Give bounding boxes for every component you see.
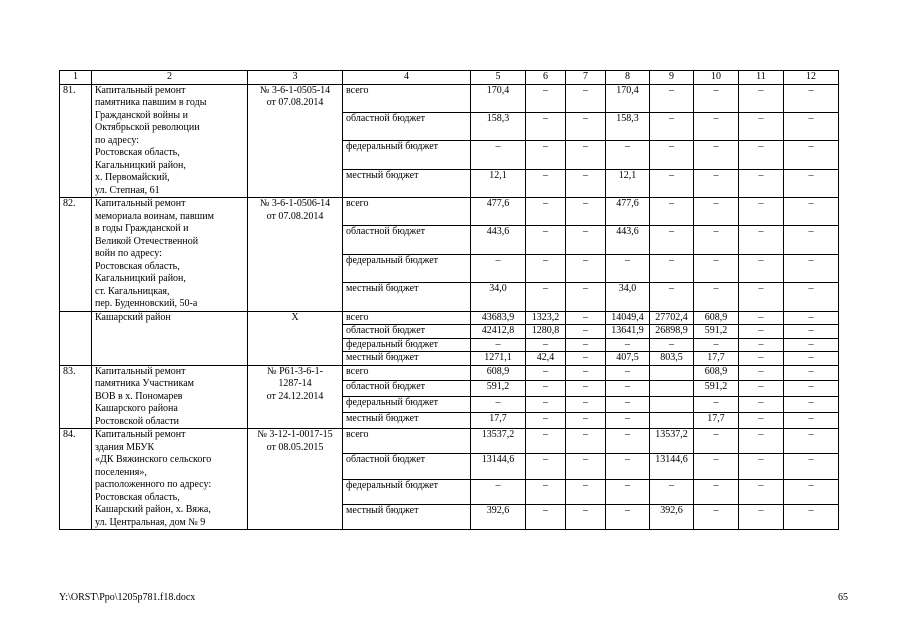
amount-cell: – xyxy=(650,84,694,112)
amount-cell: 13144,6 xyxy=(650,454,694,479)
amount-cell: 608,9 xyxy=(471,365,526,381)
amount-cell: – xyxy=(784,311,839,325)
amount-cell: 13641,9 xyxy=(606,325,650,339)
funding-source: областной бюджет xyxy=(343,454,471,479)
col-header: 1 xyxy=(60,71,92,85)
amount-cell: – xyxy=(566,283,606,311)
amount-cell: – xyxy=(739,254,784,282)
amount-cell: – xyxy=(739,325,784,339)
amount-cell: – xyxy=(784,169,839,197)
item-number: 83. xyxy=(60,365,92,429)
amount-cell: – xyxy=(526,413,566,429)
amount-cell: – xyxy=(606,254,650,282)
amount-cell: – xyxy=(650,112,694,140)
amount-cell: – xyxy=(739,338,784,352)
funding-source: федеральный бюджет xyxy=(343,338,471,352)
amount-cell: 803,5 xyxy=(650,352,694,366)
amount-cell: – xyxy=(526,429,566,454)
amount-cell: – xyxy=(526,226,566,254)
amount-cell: – xyxy=(566,311,606,325)
amount-cell: – xyxy=(650,338,694,352)
amount-cell xyxy=(650,397,694,413)
amount-cell: – xyxy=(566,141,606,169)
amount-cell: – xyxy=(784,381,839,397)
amount-cell: – xyxy=(784,504,839,529)
amount-cell: – xyxy=(650,169,694,197)
amount-cell: 608,9 xyxy=(694,365,739,381)
amount-cell: – xyxy=(784,226,839,254)
object-name: Капитальный ремонт памятника павшим в годы Гражданской войны и Октябрьской революции по адресу: Ростовская область, Кагальницкий район, х. Первомайский, ул. Степная, 61 xyxy=(92,84,248,198)
budget-table xyxy=(59,70,839,530)
col-header: 11 xyxy=(739,71,784,85)
amount-cell: – xyxy=(694,454,739,479)
col-header: 12 xyxy=(784,71,839,85)
amount-cell: – xyxy=(566,338,606,352)
amount-cell: – xyxy=(784,325,839,339)
funding-source: всего xyxy=(343,429,471,454)
funding-source: всего xyxy=(343,365,471,381)
amount-cell: – xyxy=(526,479,566,504)
amount-cell: – xyxy=(739,169,784,197)
amount-cell: – xyxy=(784,479,839,504)
amount-cell: 591,2 xyxy=(694,325,739,339)
object-name: Кашарский район xyxy=(92,311,248,365)
amount-cell: – xyxy=(694,338,739,352)
amount-cell: 1323,2 xyxy=(526,311,566,325)
col-header: 10 xyxy=(694,71,739,85)
funding-source: федеральный бюджет xyxy=(343,141,471,169)
amount-cell: – xyxy=(606,454,650,479)
amount-cell: – xyxy=(566,325,606,339)
amount-cell: – xyxy=(739,381,784,397)
amount-cell: – xyxy=(471,338,526,352)
page-number: 65 xyxy=(838,592,848,603)
amount-cell: – xyxy=(784,84,839,112)
amount-cell: – xyxy=(739,198,784,226)
amount-cell: 158,3 xyxy=(606,112,650,140)
amount-cell: – xyxy=(526,112,566,140)
amount-cell: – xyxy=(784,429,839,454)
amount-cell: – xyxy=(650,141,694,169)
table-row xyxy=(60,198,839,226)
amount-cell: – xyxy=(694,84,739,112)
amount-cell: – xyxy=(526,454,566,479)
amount-cell: 34,0 xyxy=(471,283,526,311)
amount-cell: 12,1 xyxy=(606,169,650,197)
amount-cell: – xyxy=(566,454,606,479)
funding-source: местный бюджет xyxy=(343,169,471,197)
amount-cell: 170,4 xyxy=(471,84,526,112)
amount-cell: – xyxy=(694,283,739,311)
amount-cell: 27702,4 xyxy=(650,311,694,325)
funding-source: местный бюджет xyxy=(343,504,471,529)
amount-cell: 42412,8 xyxy=(471,325,526,339)
table-row xyxy=(60,311,839,325)
amount-cell: 407,5 xyxy=(606,352,650,366)
amount-cell: – xyxy=(606,479,650,504)
amount-cell: – xyxy=(606,365,650,381)
funding-source: областной бюджет xyxy=(343,226,471,254)
amount-cell: – xyxy=(650,198,694,226)
amount-cell: – xyxy=(606,381,650,397)
amount-cell: 1271,1 xyxy=(471,352,526,366)
amount-cell: – xyxy=(606,338,650,352)
funding-source: всего xyxy=(343,84,471,112)
amount-cell: – xyxy=(739,141,784,169)
amount-cell: – xyxy=(471,397,526,413)
amount-cell: – xyxy=(526,504,566,529)
amount-cell: – xyxy=(566,365,606,381)
col-header: 3 xyxy=(248,71,343,85)
amount-cell: – xyxy=(694,397,739,413)
amount-cell: – xyxy=(694,429,739,454)
table-row xyxy=(60,365,839,381)
amount-cell: – xyxy=(739,479,784,504)
amount-cell: 1280,8 xyxy=(526,325,566,339)
amount-cell: – xyxy=(566,429,606,454)
amount-cell: – xyxy=(784,283,839,311)
amount-cell: 43683,9 xyxy=(471,311,526,325)
amount-cell: 443,6 xyxy=(606,226,650,254)
amount-cell: – xyxy=(526,365,566,381)
amount-cell: – xyxy=(650,479,694,504)
amount-cell: – xyxy=(650,226,694,254)
amount-cell: 443,6 xyxy=(471,226,526,254)
object-name: Капитальный ремонт памятника Участникам ВОВ в х. Пономарев Кашарского района Ростовской области xyxy=(92,365,248,429)
amount-cell: – xyxy=(526,141,566,169)
amount-cell: – xyxy=(739,226,784,254)
amount-cell: – xyxy=(566,226,606,254)
amount-cell: – xyxy=(784,112,839,140)
object-name: Капитальный ремонт мемориала воинам, павшим в годы Гражданской и Великой Отечественной войн по адресу: Ростовская область, Кагальницкий район, ст. Кагальницкая, пер. Буденновский, 50-а xyxy=(92,198,248,312)
funding-source: федеральный бюджет xyxy=(343,479,471,504)
amount-cell: – xyxy=(566,169,606,197)
header-row xyxy=(60,71,839,85)
amount-cell: – xyxy=(566,254,606,282)
amount-cell: – xyxy=(566,413,606,429)
amount-cell: – xyxy=(650,254,694,282)
amount-cell: 170,4 xyxy=(606,84,650,112)
amount-cell: 477,6 xyxy=(471,198,526,226)
col-header: 7 xyxy=(566,71,606,85)
amount-cell: – xyxy=(606,397,650,413)
amount-cell: – xyxy=(694,198,739,226)
amount-cell: – xyxy=(566,381,606,397)
funding-source: областной бюджет xyxy=(343,381,471,397)
file-path: Y:\ORST\Ppo\1205p781.f18.docx xyxy=(59,592,196,603)
amount-cell: – xyxy=(739,283,784,311)
amount-cell: 591,2 xyxy=(471,381,526,397)
amount-cell: – xyxy=(471,254,526,282)
amount-cell: – xyxy=(606,504,650,529)
amount-cell: 26898,9 xyxy=(650,325,694,339)
amount-cell: – xyxy=(566,84,606,112)
amount-cell: 608,9 xyxy=(694,311,739,325)
amount-cell: – xyxy=(739,311,784,325)
amount-cell: – xyxy=(739,365,784,381)
amount-cell: – xyxy=(694,141,739,169)
amount-cell: – xyxy=(694,226,739,254)
col-header: 4 xyxy=(343,71,471,85)
col-header: 5 xyxy=(471,71,526,85)
amount-cell: 17,7 xyxy=(694,352,739,366)
amount-cell: – xyxy=(739,504,784,529)
amount-cell: – xyxy=(566,112,606,140)
amount-cell: 17,7 xyxy=(471,413,526,429)
amount-cell: – xyxy=(784,365,839,381)
document-number: № 3-6-1-0505-14 от 07.08.2014 xyxy=(248,84,343,198)
item-number xyxy=(60,311,92,365)
amount-cell: – xyxy=(526,397,566,413)
amount-cell: 34,0 xyxy=(606,283,650,311)
amount-cell: – xyxy=(739,413,784,429)
amount-cell: 12,1 xyxy=(471,169,526,197)
amount-cell: – xyxy=(526,84,566,112)
amount-cell: 13144,6 xyxy=(471,454,526,479)
amount-cell: 42,4 xyxy=(526,352,566,366)
amount-cell: – xyxy=(784,141,839,169)
document-number: № 3-6-1-0506-14 от 07.08.2014 xyxy=(248,198,343,312)
amount-cell: 13537,2 xyxy=(471,429,526,454)
funding-source: всего xyxy=(343,311,471,325)
amount-cell: – xyxy=(739,429,784,454)
amount-cell: – xyxy=(606,141,650,169)
funding-source: федеральный бюджет xyxy=(343,397,471,413)
amount-cell: 17,7 xyxy=(694,413,739,429)
amount-cell: – xyxy=(784,338,839,352)
amount-cell: – xyxy=(694,504,739,529)
funding-source: местный бюджет xyxy=(343,283,471,311)
document-number: № 3-12-1-0017-15 от 08.05.2015 xyxy=(248,429,343,530)
funding-source: областной бюджет xyxy=(343,112,471,140)
amount-cell: – xyxy=(739,84,784,112)
table-row xyxy=(60,429,839,454)
funding-source: местный бюджет xyxy=(343,352,471,366)
amount-cell: – xyxy=(650,283,694,311)
amount-cell: – xyxy=(606,413,650,429)
funding-source: местный бюджет xyxy=(343,413,471,429)
amount-cell: – xyxy=(526,169,566,197)
amount-cell: – xyxy=(784,352,839,366)
amount-cell: – xyxy=(784,254,839,282)
amount-cell: – xyxy=(566,479,606,504)
object-name: Капитальный ремонт здания МБУК «ДК Вяжинского сельского поселения», расположенного по адресу: Ростовская область, Кашарский район, х. Вяжа, ул. Центральная, дом № 9 xyxy=(92,429,248,530)
amount-cell: – xyxy=(606,429,650,454)
amount-cell: – xyxy=(566,352,606,366)
amount-cell: – xyxy=(566,198,606,226)
col-header: 2 xyxy=(92,71,248,85)
amount-cell xyxy=(650,381,694,397)
amount-cell: 14049,4 xyxy=(606,311,650,325)
amount-cell: – xyxy=(694,479,739,504)
amount-cell: – xyxy=(739,352,784,366)
amount-cell: – xyxy=(784,397,839,413)
amount-cell: – xyxy=(784,413,839,429)
amount-cell: – xyxy=(694,169,739,197)
amount-cell: – xyxy=(566,397,606,413)
amount-cell xyxy=(650,365,694,381)
table-row xyxy=(60,84,839,112)
col-header: 8 xyxy=(606,71,650,85)
amount-cell: – xyxy=(739,454,784,479)
amount-cell: 477,6 xyxy=(606,198,650,226)
amount-cell: – xyxy=(471,141,526,169)
amount-cell: – xyxy=(526,198,566,226)
amount-cell: – xyxy=(694,112,739,140)
item-number: 84. xyxy=(60,429,92,530)
amount-cell: 591,2 xyxy=(694,381,739,397)
amount-cell: – xyxy=(566,504,606,529)
amount-cell: 13537,2 xyxy=(650,429,694,454)
funding-source: федеральный бюджет xyxy=(343,254,471,282)
col-header: 6 xyxy=(526,71,566,85)
amount-cell: – xyxy=(526,254,566,282)
amount-cell: 392,6 xyxy=(471,504,526,529)
amount-cell: – xyxy=(526,283,566,311)
amount-cell: 392,6 xyxy=(650,504,694,529)
funding-source: областной бюджет xyxy=(343,325,471,339)
amount-cell: – xyxy=(471,479,526,504)
amount-cell: – xyxy=(694,254,739,282)
item-number: 82. xyxy=(60,198,92,312)
amount-cell xyxy=(650,413,694,429)
amount-cell: 158,3 xyxy=(471,112,526,140)
item-number: 81. xyxy=(60,84,92,198)
amount-cell: – xyxy=(739,112,784,140)
amount-cell: – xyxy=(739,397,784,413)
col-header: 9 xyxy=(650,71,694,85)
amount-cell: – xyxy=(784,198,839,226)
funding-source: всего xyxy=(343,198,471,226)
amount-cell: – xyxy=(526,338,566,352)
amount-cell: – xyxy=(784,454,839,479)
document-number: Х xyxy=(248,311,343,365)
document-number: № Р61-3-6-1- 1287-14 от 24.12.2014 xyxy=(248,365,343,429)
amount-cell: – xyxy=(526,381,566,397)
